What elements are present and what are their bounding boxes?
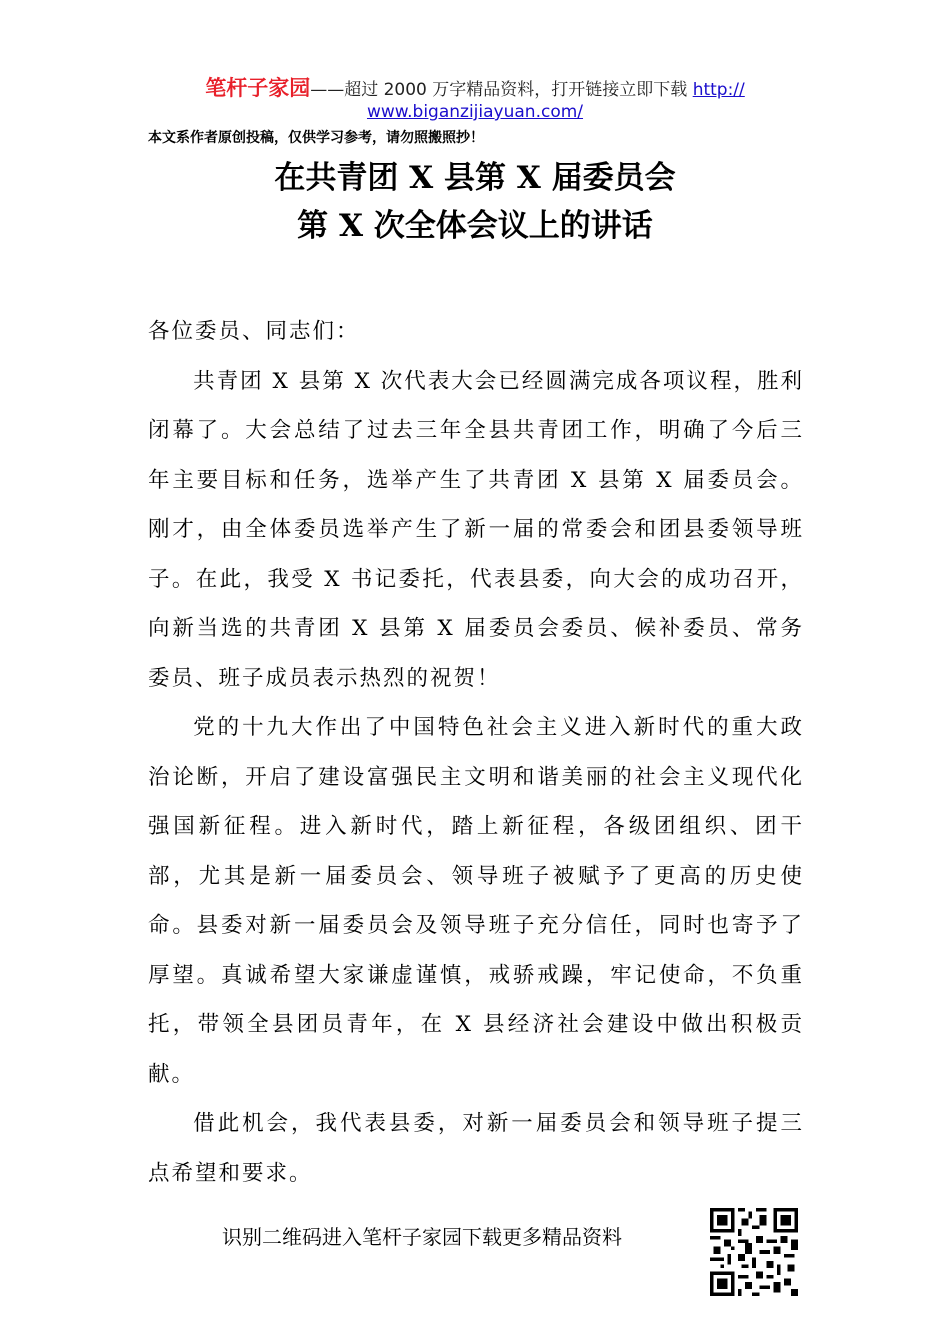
header-line-1 [0,76,950,102]
header-line-2 [0,100,950,124]
download-link-part2[interactable]: www.biganzijiayuan.com/ [366,102,584,122]
footer-promo-text: 识别二维码进入笔杆子家园下载更多精品资料 [222,1225,622,1249]
paragraph-2: 党的十九大作出了中国特色社会主义进入新时代的重大政治论断，开启了建设富强民主文明和谐美丽的社会主义现代化强国新征程。进入新时代，踏上新征程，各级团组织、团干部，尤其是新一届委员会、领导班子被赋予了更高的历史使命。县委对新一届委员会及领导班子充分信任，同时也寄予了厚望。真诚希望大家谦虚谨慎，戒骄戒躁，牢记使命，不负重托，带领全县团员青年，在 X 县经济社会建设中做出积极贡献。 [148,715,804,1087]
greeting: 各位委员、同志们： [148,319,360,344]
speech-body [148,307,804,1198]
document-title-line-1: 在共青团 X 县第 X 届委员会 [274,160,676,196]
document-title-line-2: 第 X 次全体会议上的讲话 [297,208,653,244]
header-tagline: ——超过 2000 万字精品资料，打开链接立即下载 [310,80,693,100]
download-link-part1[interactable]: http:// [692,80,745,100]
paragraph-3: 借此机会，我代表县委，对新一届委员会和领导班子提三点希望和要求。 [148,1111,804,1186]
qr-code-icon[interactable] [710,1208,798,1296]
copyright-notice: 本文系作者原创投稿，仅供学习参考，请勿照搬照抄！ [148,130,484,146]
brand-name: 笔杆子家园 [205,76,311,100]
paragraph-1: 共青团 X 县第 X 次代表大会已经圆满完成各项议程，胜利闭幕了。大会总结了过去三年全县共青团工作，明确了今后三年主要目标和任务，选举产生了共青团 X 县第 X 届委员会。刚才，由全体委员选举产生了新一届的常委会和团县委领导班子。在此，我受 X 书记委托，代表县委，向大会的成功召开，向新当选的共青团 X 县第 X 届委员会委员、候补委员、常务委员、班子成员表示热烈的祝贺！ [148,368,804,691]
